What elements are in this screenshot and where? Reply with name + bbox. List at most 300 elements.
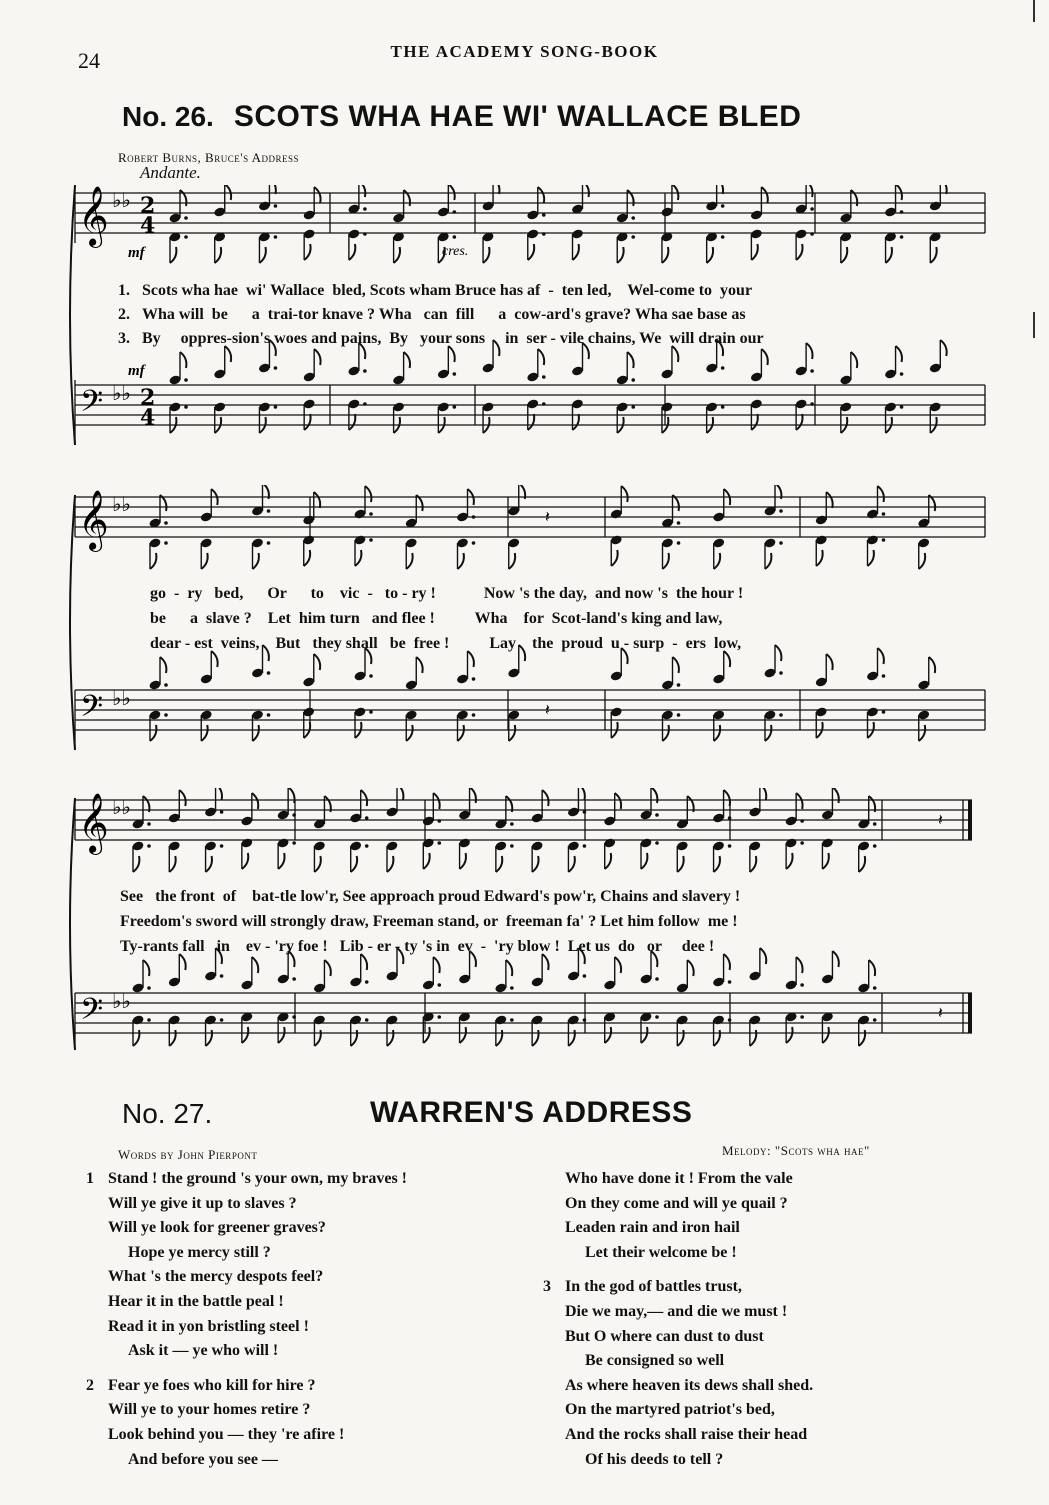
note-dot (631, 216, 635, 220)
lyric-verse-1: See the front of bat-tle low'r, See approach proud Edward's pow'r, Chains and slavery ! (120, 888, 741, 905)
stanza-gap (565, 1265, 813, 1275)
note-flag (406, 553, 412, 569)
note-dot (369, 538, 373, 542)
note-flag (470, 788, 476, 803)
words-credit: Words by John Pierpont (118, 1147, 258, 1162)
note-flag (796, 414, 802, 430)
note-dot (292, 813, 296, 817)
note-flag (751, 414, 757, 430)
note-flag (796, 244, 802, 260)
note-dot (510, 986, 514, 990)
note-flag (765, 553, 771, 569)
note-flag (786, 853, 792, 869)
poem-line-text: Hope ye mercy still ? (128, 1243, 271, 1261)
key-signature-flats-icon: ♭♭ (112, 492, 131, 516)
note-dot (510, 1018, 514, 1022)
note-flag (365, 486, 371, 502)
note-dot (453, 372, 457, 376)
margin-mark (1033, 312, 1035, 338)
note-flag (460, 1027, 466, 1043)
note-flag (568, 856, 574, 872)
note-flag (278, 853, 284, 869)
note-flag (822, 1027, 828, 1043)
note-flag (832, 788, 838, 803)
note-dot (900, 235, 904, 239)
note-flag (617, 247, 623, 263)
note-flag (724, 790, 730, 806)
note-dot (873, 1018, 877, 1022)
song-26-number: No. 26. (122, 101, 214, 132)
note-dot (184, 405, 188, 409)
lyric-verse-3: 3. By oppres-sion's woes and pains, By your sons in ser - vile chains, We will drain our (118, 330, 764, 347)
note-dot (472, 677, 476, 681)
note-flag (707, 247, 713, 263)
key-signature-flats-icon: ♭♭ (112, 381, 131, 405)
note-dot (453, 235, 457, 239)
note-dot (810, 369, 814, 373)
note-dot (267, 541, 271, 545)
note-flag (714, 725, 720, 741)
treble-clef-icon: 𝄞 (78, 490, 109, 550)
poem-line-text: And before you see — (128, 1450, 278, 1468)
poem-line (86, 1167, 408, 1192)
note-dot (267, 671, 271, 675)
note-flag (304, 244, 310, 260)
note-flag (216, 788, 222, 800)
note-flag (359, 185, 365, 197)
note-flag (761, 187, 767, 203)
note-flag (806, 343, 812, 359)
note-flag (886, 247, 892, 263)
note-dot (882, 538, 886, 542)
poem-line (565, 1423, 813, 1448)
poem-line (108, 1241, 407, 1266)
poem-line (565, 1167, 813, 1192)
note-dot (810, 207, 814, 211)
poem-line-text: Look behind you — they 're afire ! (108, 1425, 345, 1443)
note-flag (641, 1027, 647, 1043)
note-flag (423, 853, 429, 869)
note-dot (800, 819, 804, 823)
poem-line-text: Let their welcome be ! (585, 1243, 737, 1261)
poem-line (565, 1325, 813, 1350)
note-dot (542, 232, 546, 236)
note-dot (728, 1018, 732, 1022)
note-flag (201, 553, 207, 569)
note-dot (728, 844, 732, 848)
note-flag (361, 790, 367, 806)
note-flag (841, 247, 847, 263)
poem-line-text: Read it in yon bristling steel ! (108, 1317, 309, 1335)
note-dot (728, 816, 732, 820)
note-flag (278, 1027, 284, 1043)
note-flag (206, 856, 212, 872)
note-dot (220, 974, 224, 978)
note-dot (164, 683, 168, 687)
note-flag (930, 247, 936, 263)
note-flag (133, 856, 139, 872)
poem-line (108, 1315, 407, 1340)
note-flag (252, 793, 258, 809)
verse-number: 2 (86, 1376, 94, 1394)
poem-line (565, 1241, 813, 1266)
bass-clef-icon: 𝄢 (80, 993, 104, 1034)
poem-line-text: Fear ye foes who kill for hire ? (108, 1376, 316, 1394)
note-dot (437, 1015, 441, 1019)
note-dot (900, 372, 904, 376)
margin-mark (1033, 0, 1035, 22)
note-dot (267, 713, 271, 717)
poem-line (108, 1423, 407, 1448)
note-dot (453, 405, 457, 409)
lyrics-block-1 (118, 282, 764, 354)
poem-line-text: And the rocks shall raise their head (565, 1425, 808, 1443)
note-flag (538, 187, 544, 203)
note-dot (274, 235, 278, 239)
bass-clef-icon: 𝄢 (80, 690, 104, 731)
note-dot (882, 710, 886, 714)
note-flag (816, 550, 822, 566)
poem-line-text: In the god of battles trust, (565, 1278, 742, 1296)
time-signature-icon: 2 (140, 385, 156, 411)
note-dot (220, 1018, 224, 1022)
note-flag (509, 725, 515, 741)
note-flag (215, 247, 221, 263)
note-dot (800, 841, 804, 845)
lyric-verse-2: 2. Wha will be a trai-tor knave ? Wha can fill a cow-ard's grave? Wha sae base as (118, 306, 746, 323)
note-dot (583, 1018, 587, 1022)
poem-line-text: Leaden rain and iron hail (565, 1219, 740, 1237)
note-dot (369, 512, 373, 516)
lyric-verse-1: 1. Scots wha hae wi' Wallace bled, Scots wham Bruce has af - ten led, Wel-come to your (118, 282, 753, 299)
note-dot (655, 1015, 659, 1019)
note-dot (779, 671, 783, 675)
note-dot (779, 713, 783, 717)
running-title: THE ACADEMY SONG-BOOK (390, 42, 659, 61)
poem-line-text: Hear it in the battle peal ! (108, 1292, 284, 1310)
note-flag (169, 856, 175, 872)
note-flag (869, 960, 875, 976)
note-dot (274, 405, 278, 409)
note-dot (147, 822, 151, 826)
note-flag (349, 244, 355, 260)
note-flag (760, 948, 766, 964)
note-dot (779, 541, 783, 545)
verse-number: 3 (543, 1278, 551, 1296)
note-flag (878, 648, 884, 664)
note-flag (615, 793, 621, 809)
note-dot (873, 986, 877, 990)
poem-line-text: Of his deeds to tell ? (585, 1450, 724, 1468)
treble-clef-icon: 𝄞 (78, 793, 109, 853)
note-dot (721, 366, 725, 370)
note-flag (201, 725, 207, 741)
note-dot (510, 822, 514, 826)
time-signature-icon: 4 (140, 213, 156, 239)
note-flag (150, 553, 156, 569)
note-dot (369, 674, 373, 678)
note-flag (826, 492, 832, 508)
note-flag (242, 853, 248, 869)
note-flag (304, 414, 310, 430)
note-dot (220, 844, 224, 848)
note-flag (583, 185, 589, 197)
poem-line-text: Ask it — ye who will ! (128, 1342, 279, 1360)
note-flag (786, 1027, 792, 1043)
note-flag (253, 553, 259, 569)
note-flag (150, 725, 156, 741)
rest-icon: 𝄽 (545, 507, 550, 526)
poem-line (565, 1349, 813, 1374)
note-dot (900, 210, 904, 214)
key-signature-flats-icon: ♭♭ (112, 686, 131, 710)
note-dot (677, 713, 681, 717)
note-flag (714, 856, 720, 872)
note-dot (677, 683, 681, 687)
note-dot (542, 375, 546, 379)
poem-line-text: On the martyred patriot's bed, (565, 1401, 775, 1419)
song-26-heading (122, 100, 801, 134)
note-flag (528, 414, 534, 430)
note-flag (919, 725, 925, 741)
poem-line (108, 1339, 407, 1364)
note-dot (369, 710, 373, 714)
note-flag (314, 187, 320, 203)
note-flag (351, 856, 357, 872)
poem-line (565, 1398, 813, 1423)
poem-line-text: Be consigned so well (585, 1352, 725, 1370)
note-dot (365, 980, 369, 984)
note-flag (851, 352, 857, 368)
note-dot (583, 974, 587, 978)
note-dot (631, 405, 635, 409)
note-flag (573, 414, 579, 430)
note-flag (919, 553, 925, 569)
time-signature-icon: 2 (140, 193, 156, 219)
note-flag (714, 553, 720, 569)
note-dot (721, 405, 725, 409)
note-flag (387, 856, 393, 872)
note-dot (292, 1015, 296, 1019)
note-dot (164, 541, 168, 545)
note-flag (760, 788, 766, 800)
note-dot (677, 521, 681, 525)
poem-line-text: Will ye give it up to slaves ? (108, 1194, 297, 1212)
note-dot (164, 521, 168, 525)
lyric-verse-1: go - ry bed, Or to vic - to - ry ! Now 's the day, and now 's the hour ! (150, 585, 744, 602)
note-flag (458, 553, 464, 569)
note-flag (765, 725, 771, 741)
note-flag (483, 247, 489, 263)
treble-clef-icon: 𝄞 (78, 186, 109, 246)
note-flag (180, 352, 186, 368)
dynamic-mf: mf (128, 245, 145, 261)
note-flag (750, 856, 756, 872)
rest-icon: 𝄽 (938, 1003, 943, 1022)
note-dot (184, 235, 188, 239)
note-flag (253, 725, 259, 741)
note-dot (800, 1015, 804, 1019)
note-dot (363, 207, 367, 211)
poem-line-text: Will ye look for greener graves? (108, 1219, 326, 1237)
note-flag (314, 856, 320, 872)
note-dot (292, 841, 296, 845)
poem-line (565, 1300, 813, 1325)
lyric-verse-3: dear - est veins, But they shall be free ! Lay the proud u - surp - ers low, (150, 635, 742, 652)
note-flag (662, 247, 668, 263)
note-dot (583, 810, 587, 814)
note-flag (423, 1027, 429, 1043)
song-26-credit: Robert Burns, Bruce's Address (118, 150, 300, 165)
note-flag (806, 185, 812, 197)
note-dot (472, 713, 476, 717)
note-flag (404, 352, 410, 368)
note-dot (184, 216, 188, 220)
song-26-title: SCOTS WHA HAE WI' WALLACE BLED (233, 100, 802, 133)
note-flag (929, 657, 935, 673)
note-dot (363, 232, 367, 236)
poem-line (108, 1265, 407, 1290)
poem-line-text: As where heaven its dews shall shed. (565, 1376, 814, 1394)
note-dot (800, 983, 804, 987)
note-flag (775, 645, 781, 661)
note-flag (611, 550, 617, 566)
note-dot (365, 844, 369, 848)
note-flag (460, 853, 466, 869)
note-flag (663, 553, 669, 569)
note-flag (641, 853, 647, 869)
note-dot (542, 213, 546, 217)
poem-line-text: But O where can dust to dust (565, 1327, 764, 1345)
poem-line-text: Will ye to your homes retire ? (108, 1401, 311, 1419)
note-dot (631, 235, 635, 239)
note-dot (365, 816, 369, 820)
note-dot (365, 1018, 369, 1022)
note-flag (940, 340, 946, 356)
note-flag (896, 346, 902, 362)
page-number: 24 (78, 48, 100, 73)
note-dot (655, 977, 659, 981)
note-flag (394, 247, 400, 263)
treble-notes (168, 185, 946, 263)
poem-line-text: Stand ! the ground 's your own, my braves ! (108, 1170, 408, 1187)
note-flag (677, 856, 683, 872)
note-dot (437, 841, 441, 845)
poem-line (108, 1398, 407, 1423)
note-dot (810, 232, 814, 236)
note-flag (509, 553, 515, 569)
note-dot (721, 235, 725, 239)
note-flag (179, 790, 185, 806)
lyric-verse-3: Ty-rants fall in ev - 'ry foe ! Lib - er - ty 's in ev - 'ry blow ! Let us do or dee ! (120, 938, 715, 955)
note-dot (164, 713, 168, 717)
note-dot (721, 204, 725, 208)
note-flag (663, 725, 669, 741)
poem-line (86, 1374, 407, 1399)
note-dot (655, 813, 659, 817)
note-flag (532, 856, 538, 872)
key-signature-flats-icon: ♭♭ (112, 795, 131, 819)
note-dot (274, 366, 278, 370)
note-flag (832, 951, 838, 967)
note-flag (878, 486, 884, 502)
note-dot (453, 210, 457, 214)
note-dot (292, 977, 296, 981)
rest-icon: 𝄽 (545, 700, 550, 719)
poem-line (565, 1192, 813, 1217)
stanza-gap (108, 1364, 407, 1374)
lyric-verse-2: be a slave ? Let him turn and flee ! Wha for Scot-land's king and law, (150, 610, 723, 627)
note-dot (882, 512, 886, 516)
note-dot (542, 402, 546, 406)
note-dot (882, 674, 886, 678)
note-flag (397, 788, 403, 800)
poem-line (108, 1448, 407, 1473)
note-dot (583, 844, 587, 848)
note-dot (147, 986, 151, 990)
lyrics-block-3 (120, 888, 740, 963)
poem-column-left (86, 1167, 408, 1472)
poem-column-right (543, 1167, 814, 1472)
note-flag (605, 1027, 611, 1043)
song-27-number: No. 27. (122, 1098, 213, 1129)
note-dot (900, 405, 904, 409)
dynamic-cres: cres. (442, 244, 469, 259)
tempo-marking: Andante. (140, 163, 201, 182)
note-dot (437, 819, 441, 823)
note-flag (578, 788, 584, 800)
note-dot (510, 844, 514, 848)
poem-line-text: What 's the mercy despots feel? (108, 1268, 324, 1286)
note-flag (621, 486, 627, 502)
note-flag (605, 853, 611, 869)
poem-line (108, 1216, 407, 1241)
note-dot (267, 509, 271, 513)
note-dot (472, 541, 476, 545)
note-dot (655, 841, 659, 845)
note-flag (406, 725, 412, 741)
bass-clef-icon: 𝄢 (80, 385, 104, 426)
note-flag (542, 790, 548, 806)
note-flag (259, 247, 265, 263)
note-flag (796, 793, 802, 809)
key-signature-flats-icon: ♭♭ (112, 989, 131, 1013)
poem-line (543, 1275, 813, 1300)
note-dot (873, 822, 877, 826)
note-flag (796, 957, 802, 973)
lyrics-block-2 (150, 585, 743, 660)
verse-number: 1 (86, 1170, 94, 1187)
note-dot (147, 844, 151, 848)
poem-line (565, 1374, 813, 1399)
poem-line-text: Die we may,— and die we must ! (565, 1302, 788, 1320)
note-flag (573, 244, 579, 260)
rest-icon: 𝄽 (938, 810, 943, 829)
note-dot (363, 402, 367, 406)
note-flag (458, 725, 464, 741)
note-dot (779, 509, 783, 513)
poem-line (108, 1290, 407, 1315)
note-flag (651, 788, 657, 803)
poem-line (565, 1216, 813, 1241)
poem-line (108, 1192, 407, 1217)
note-dot (147, 1018, 151, 1022)
note-flag (314, 492, 320, 508)
note-dot (810, 402, 814, 406)
note-flag (170, 247, 176, 263)
note-flag (751, 244, 757, 260)
note-dot (631, 378, 635, 382)
